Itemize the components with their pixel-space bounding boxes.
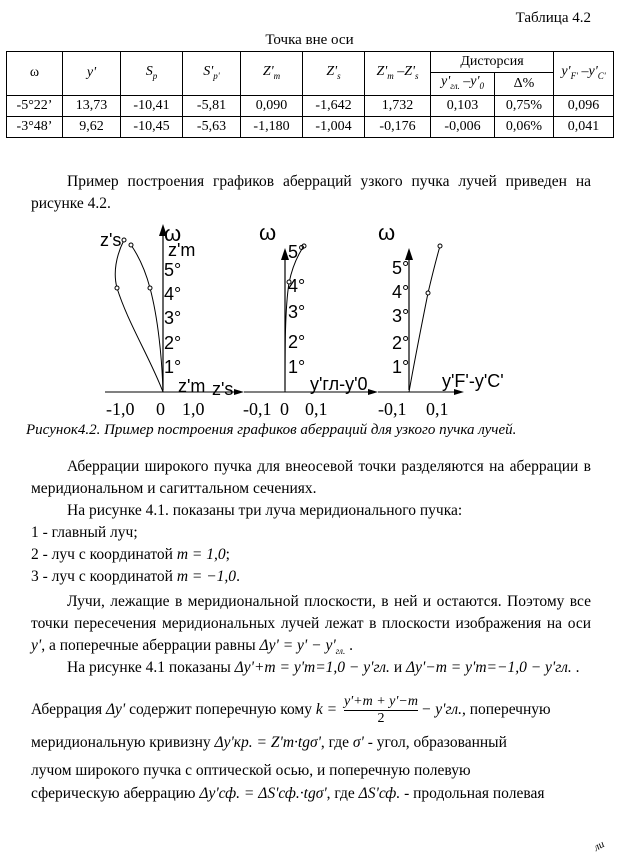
angle-label: 5° — [288, 242, 306, 262]
cell: 0,103 — [431, 95, 495, 116]
graph-z-m-s — [100, 221, 244, 419]
cell: -10,41 — [121, 95, 183, 116]
zm-top-label: z'm — [168, 240, 196, 260]
angle-label: 3° — [288, 302, 306, 322]
list-item: 2 - луч с координатой m = 1,0; — [31, 546, 230, 563]
page-mark: ли — [591, 838, 607, 854]
angle-label: 5° — [392, 258, 410, 278]
header-dist-y: $y'_{гл.}$ $-y'_0$ — [431, 73, 495, 96]
table-row — [7, 95, 614, 116]
tick-label: -0,1 — [243, 399, 272, 419]
paragraph-coma: Аберрация Δy' содержит поперечную кому k = $\frac{y'+m + y'-m}{2}$ − y'гл., поперечную — [31, 694, 551, 726]
cell: 1,732 — [365, 95, 431, 116]
angle-label: 2° — [288, 332, 306, 352]
angle-label: 3° — [164, 308, 182, 328]
header-zm-zs: $Z'_m$ $-Z'_s$ — [365, 52, 431, 96]
angle-label: 2° — [392, 333, 410, 353]
header-distortion: Дисторсия — [431, 52, 554, 73]
table-row — [7, 116, 614, 137]
angle-label: 5° — [164, 260, 182, 280]
cell: -0,006 — [431, 116, 495, 137]
cell: 9,62 — [63, 116, 121, 137]
tick-label: 0 — [280, 399, 289, 419]
cell: 0,75% — [495, 95, 554, 116]
omega-label: ω — [378, 220, 396, 245]
cell: -0,176 — [365, 116, 431, 137]
paragraph-curvature: меридиональную кривизну Δy'кр. = Z'm·tgσ', где σ' - угол, образованный — [31, 734, 507, 751]
header-sp: $S_p$ — [121, 52, 183, 96]
header-y: y' — [63, 52, 121, 96]
zs-top-label: z's — [100, 230, 122, 250]
cell: 0,096 — [554, 95, 614, 116]
list-item: 1 - главный луч; — [31, 524, 138, 541]
angle-label: 1° — [392, 357, 410, 377]
graph-distortion — [243, 220, 378, 419]
cell: -1,180 — [241, 116, 303, 137]
omega-label: ω — [164, 221, 182, 246]
zm-axis-label: z'm — [178, 376, 206, 396]
angle-label: 3° — [392, 306, 410, 326]
tick-label: -1,0 — [106, 399, 135, 419]
paragraph-figure-rays: На рисунке 4.1 показаны Δy'+m = y'm=1,0 − y'гл. и Δy'−m = y'm=−1,0 − y'гл. . — [67, 659, 580, 676]
cell: -5,63 — [183, 116, 241, 137]
paragraph-three-rays: На рисунке 4.1. показаны три луча меридионального пучка: — [67, 502, 463, 519]
aberration-figure — [0, 218, 619, 422]
header-sp-prime: $S'_{p'}$ — [183, 52, 241, 96]
paragraph-continuation: лучом широкого пучка с оптической осью, и поперечную полевую — [31, 762, 471, 779]
tick-label: 0,1 — [426, 399, 449, 419]
cell: -1,642 — [303, 95, 365, 116]
cell: -5,81 — [183, 95, 241, 116]
cell: -1,004 — [303, 116, 365, 137]
paragraph-intro: Пример построения графиков аберраций узкого пучка лучей приведен на рисунке 4.2. — [31, 173, 591, 212]
header-dist-pct: Δ% — [495, 73, 554, 96]
angle-label: 1° — [288, 357, 306, 377]
angle-label: 4° — [392, 282, 410, 302]
list-item: 3 - луч с координатой m = −1,0. — [31, 568, 240, 585]
aberration-table — [6, 51, 614, 138]
header-yf-yc: $y'_{F'}$ $-y'_{C'}$ — [554, 52, 614, 96]
table-caption: Таблица 4.2 — [515, 10, 591, 26]
cell: -10,45 — [121, 116, 183, 137]
cell: -5°22’ — [7, 95, 63, 116]
cell: -3°48’ — [7, 116, 63, 137]
table-subtitle: Точка вне оси — [265, 32, 354, 48]
cell: 0,06% — [495, 116, 554, 137]
header-zs: $Z'_s$ — [303, 52, 365, 96]
paragraph-meridional: Лучи, лежащие в меридиональной плоскости, в ней и остаются. Поэтому все точки пересечения меридиональных лучей лежат в плоскости изображения на оси y', а поперечные аберрации равны $\Delta y' = y' - y'_{гл.}$ . — [31, 593, 591, 657]
angle-label: 2° — [164, 333, 182, 353]
tick-label: -0,1 — [378, 399, 407, 419]
zs-axis-label: z's — [212, 379, 234, 399]
paragraph-wide-beam: Аберрации широкого пучка для внеосевой точки разделяются на аберрации в меридиональном и сагиттальном сечениях. — [31, 458, 591, 497]
graph-chromatic — [378, 220, 504, 419]
tick-label: 0,1 — [305, 399, 328, 419]
tick-label: 1,0 — [182, 399, 205, 419]
distortion-axis-label: y'гл-y'0 — [310, 374, 368, 394]
header-zm: $Z'_m$ — [241, 52, 303, 96]
header-omega: ω — [7, 52, 63, 96]
paragraph-spherical: сферическую аберрацию Δy'сф. = ΔS'сф.·tgσ', где ΔS'сф. - продольная полевая — [31, 785, 545, 802]
angle-label: 4° — [164, 284, 182, 304]
table-header-row — [7, 52, 614, 73]
figure-caption: Рисунок4.2. Пример построения графиков аберраций для узкого пучка лучей. — [26, 422, 517, 438]
cell: 0,041 — [554, 116, 614, 137]
tick-label: 0 — [156, 399, 165, 419]
chromatic-axis-label: y'F'-y'C' — [442, 371, 504, 391]
cell: 0,090 — [241, 95, 303, 116]
angle-label: 4° — [288, 276, 306, 296]
angle-label: 1° — [164, 357, 182, 377]
cell: 13,73 — [63, 95, 121, 116]
omega-label: ω — [259, 220, 277, 245]
